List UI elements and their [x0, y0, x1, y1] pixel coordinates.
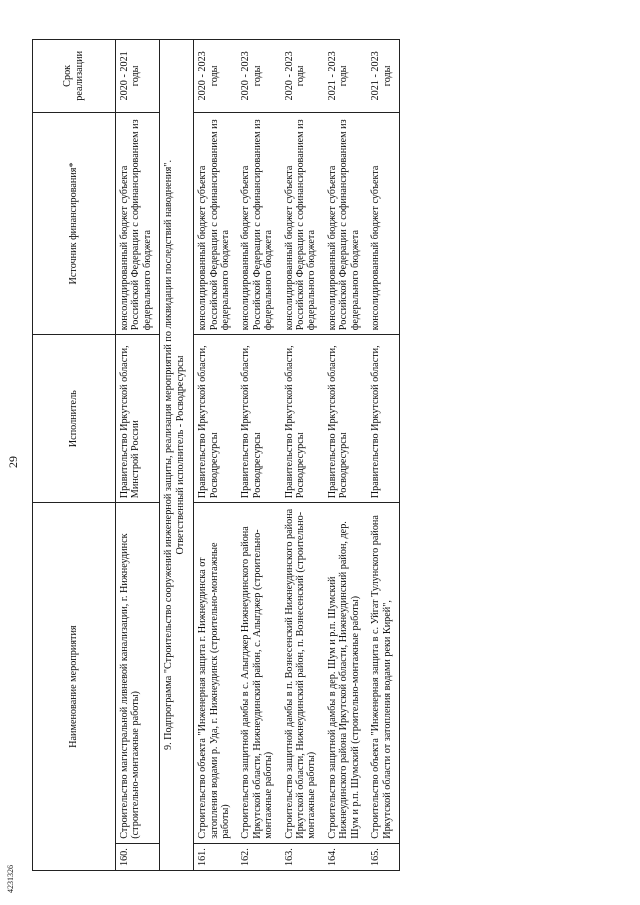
row-term: 2021 - 2023 годы	[367, 40, 399, 113]
row-name: Строительство защитной дамбы в дер. Шум и р.п. Шумский Нижнеудинского района Иркутской области, Нижнеудинский район, дер. Шум и р.п. Шумский (строительно-монтажные работы)	[324, 503, 367, 844]
subprogram-title: 9. Подпрограмма "Строительство сооружений инженерной защиты, реализация мероприятий по ликвидации последствий наводнения".	[163, 160, 175, 751]
row-name: Строительство магистральной ливневой канализации, г. Нижнеудинск (строительно-монтажные работы)	[116, 503, 160, 844]
row-source: консолидированный бюджет субъекта Российской Федерации с софинансированием из федерального бюджета	[324, 112, 367, 335]
row-term: 2020 - 2023 годы	[194, 40, 238, 113]
header-executor: Исполнитель	[33, 335, 116, 503]
row-executor: Правительство Иркутской области, Росводресурсы	[281, 335, 324, 503]
row-number: 160.	[116, 843, 160, 870]
table-row	[194, 40, 238, 871]
row-source: консолидированный бюджет субъекта Российской Федерации с софинансированием из федерального бюджета	[281, 112, 324, 335]
row-executor: Правительство Иркутской области, Минстрой России	[116, 335, 160, 503]
row-term: 2020 - 2023 годы	[281, 40, 324, 113]
row-source: консолидированный бюджет субъекта Российской Федерации с софинансированием из федерального бюджета	[116, 112, 160, 335]
table-row	[281, 40, 324, 871]
row-executor: Правительство Иркутской области, Росводресурсы	[237, 335, 280, 503]
subprogram-cell	[160, 40, 194, 871]
table-row	[237, 40, 280, 871]
header-source: Источник финансирования*	[33, 112, 116, 335]
row-term: 2020 - 2021 годы	[116, 40, 160, 113]
subprogram-row	[160, 40, 194, 871]
row-executor: Правительство Иркутской области, Росводресурсы	[194, 335, 238, 503]
table-header-row	[33, 40, 116, 871]
row-term: 2020 - 2023 годы	[237, 40, 280, 113]
row-source: консолидированный бюджет субъекта Российской Федерации с софинансированием из федерального бюджета	[237, 112, 280, 335]
header-term: Срок реализации	[33, 40, 116, 113]
table-row	[367, 40, 399, 871]
row-name: Строительство защитной дамбы в с. Алыгджер Нижнеудинского района Иркутской области, Нижнеудинский район, с. Алыгджер (строительно-монтажные работы)	[237, 503, 280, 844]
table-row	[324, 40, 367, 871]
row-number: 163.	[281, 843, 324, 870]
row-source: консолидированный бюджет субъекта Российской Федерации с софинансированием из федерального бюджета	[194, 112, 238, 335]
row-name: Строительство защитной дамбы в п. Вознесенский Нижнеудинского района Иркутской области, Нижнеудинский район, п. Вознесенский (строительно-монтажные работы)	[281, 503, 324, 844]
header-name: Наименование мероприятия	[33, 503, 116, 871]
page-number: 29	[6, 456, 20, 468]
table-row	[116, 40, 160, 871]
row-executor: Правительство Иркутской области, Росводресурсы	[324, 335, 367, 503]
row-number: 162.	[237, 843, 280, 870]
row-number: 164.	[324, 843, 367, 870]
subprogram-responsible: Ответственный исполнитель - Росводресурсы	[175, 355, 187, 555]
row-source: консолидированный бюджет субъекта	[367, 112, 399, 335]
row-executor: Правительство Иркутской области,	[367, 335, 399, 503]
row-name: Строительство объекта "Инженерная защита в с. Уйгат Тулунского района Иркутской области от затопления водами реки Кирей",	[367, 503, 399, 844]
document-id: 4231326	[6, 865, 15, 893]
row-name: Строительство объекта "Инженерная защита г. Нижнеудинска от затопления водами р. Уда, г. Нижнеудинск (строительно-монтажные работы)	[194, 503, 238, 844]
row-term: 2021 - 2023 годы	[324, 40, 367, 113]
row-number: 165.	[367, 843, 399, 870]
measures-table	[32, 39, 400, 871]
row-number: 161.	[194, 843, 238, 870]
